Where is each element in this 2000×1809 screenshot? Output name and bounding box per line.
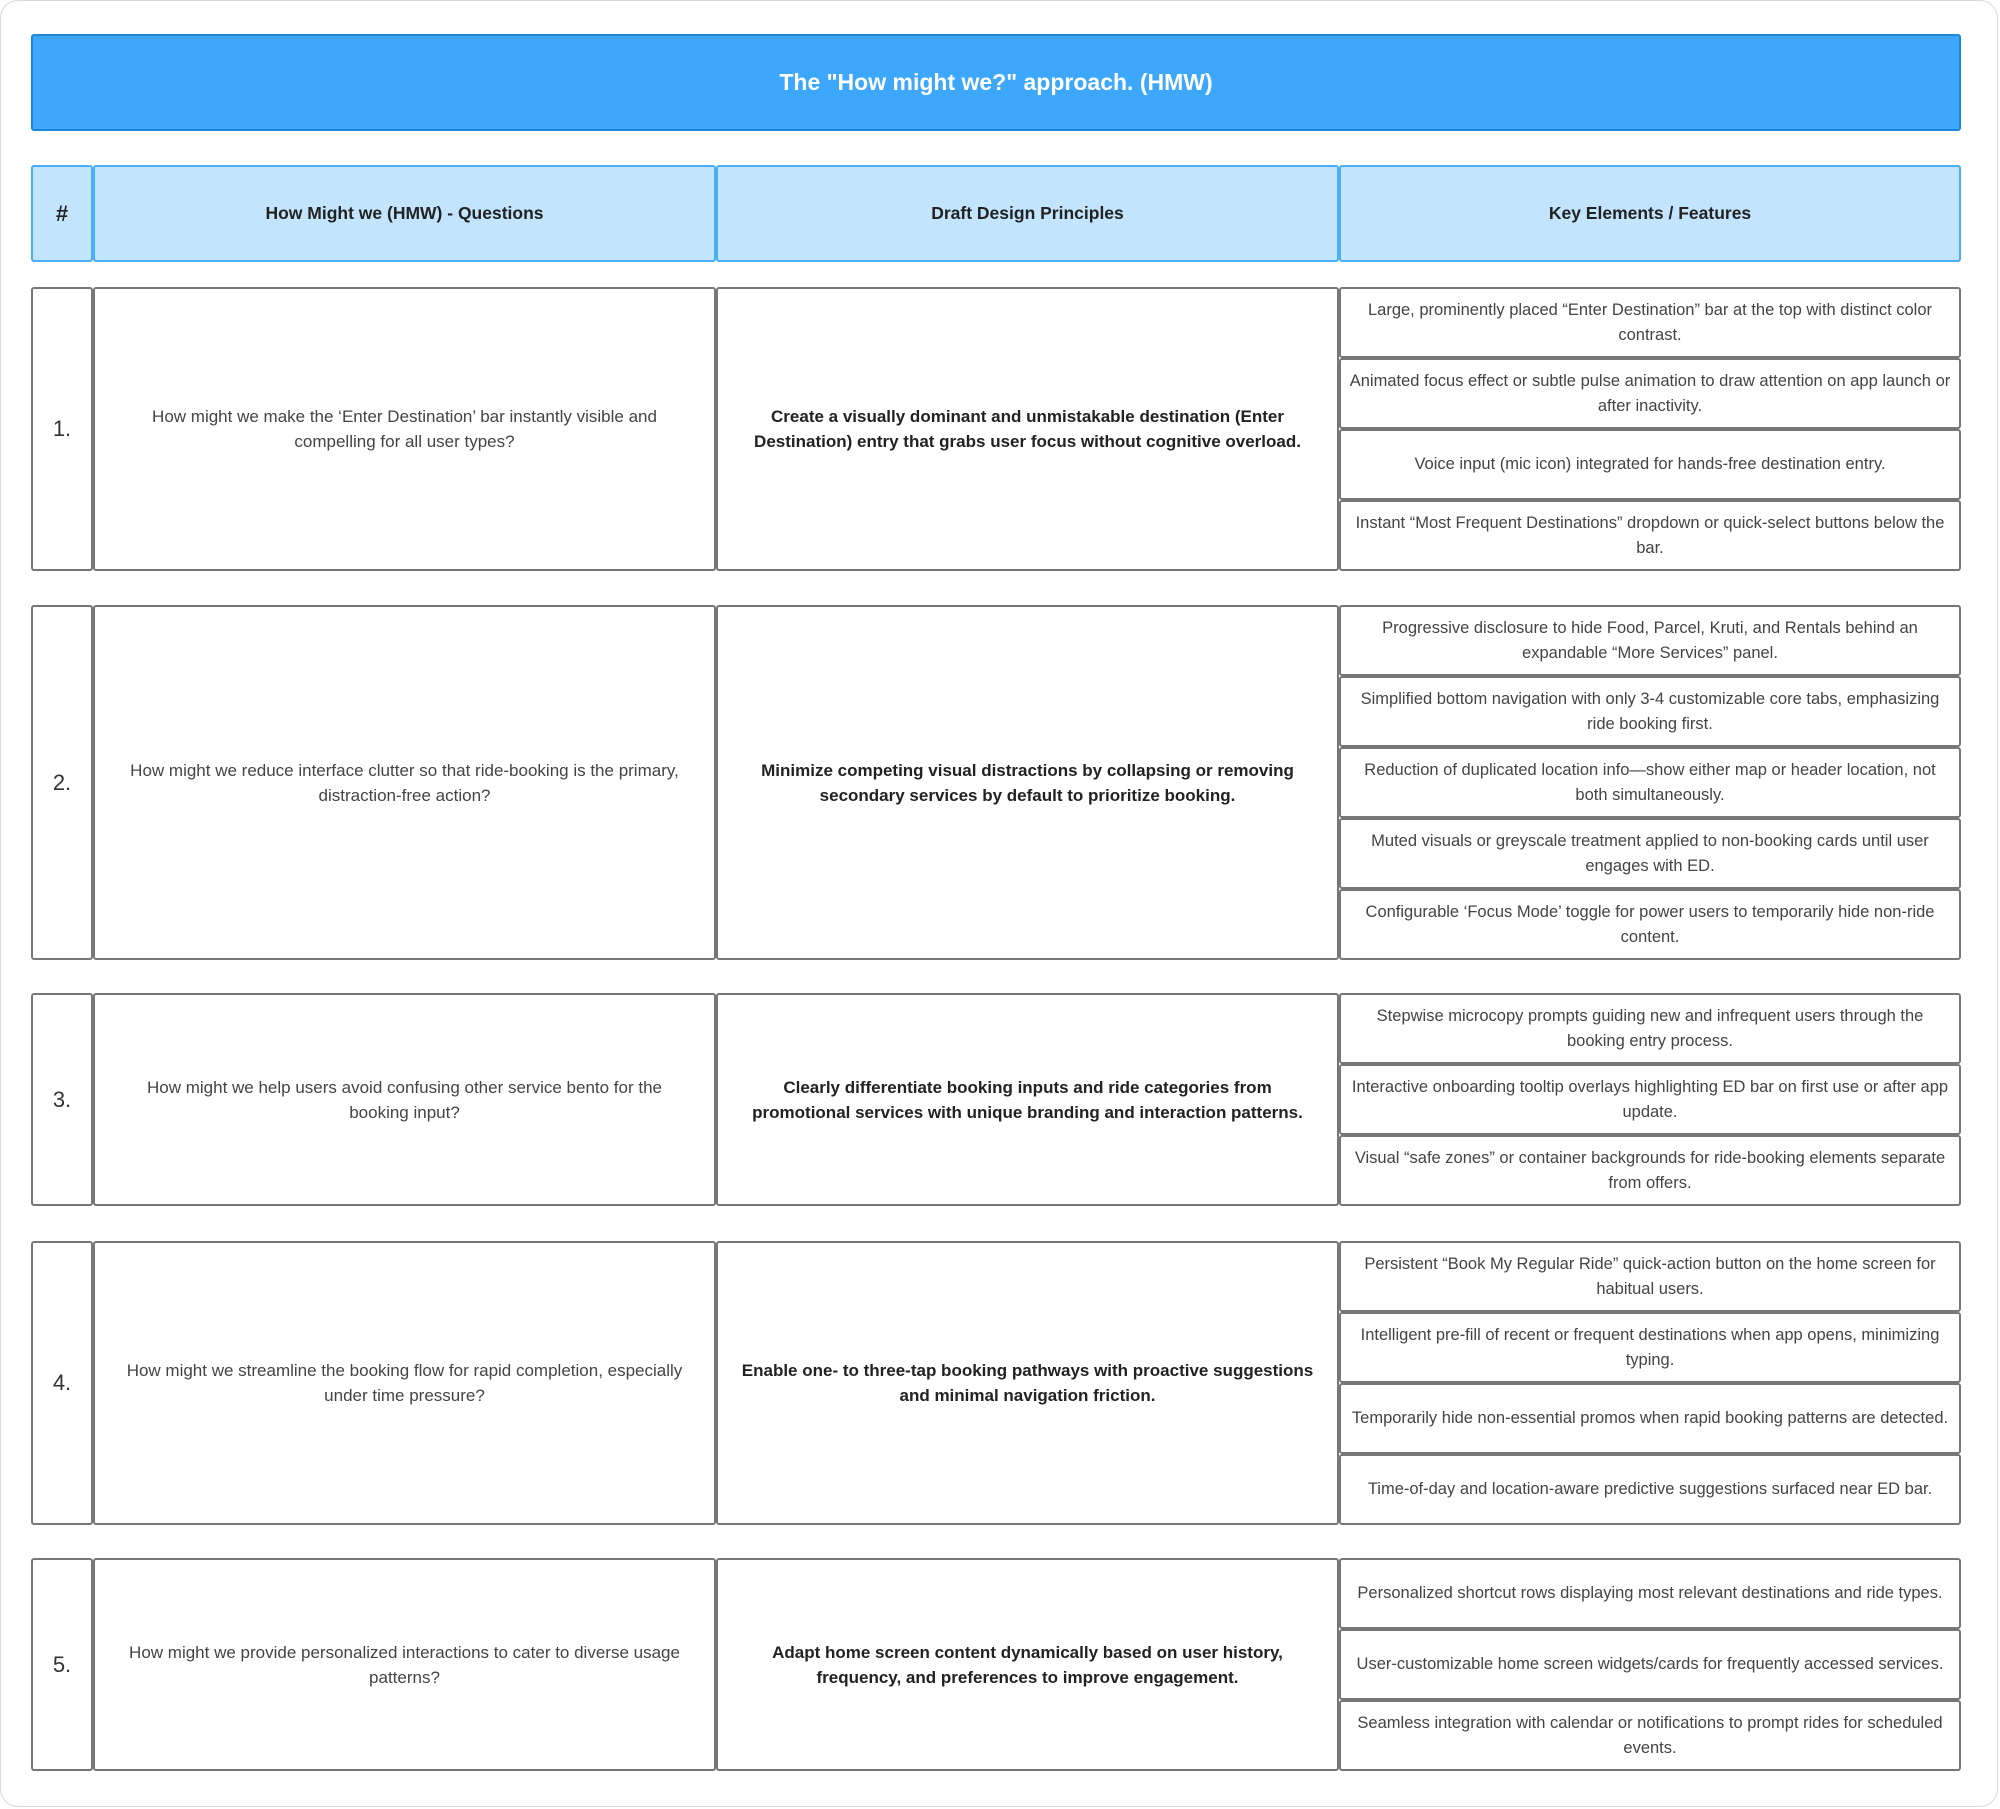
hmw-question: How might we help users avoid confusing other service bento for the booking input? (93, 993, 716, 1206)
design-principle: Enable one- to three-tap booking pathways with proactive suggestions and minimal navigation friction. (716, 1241, 1339, 1525)
feature-item: Interactive onboarding tooltip overlays highlighting ED bar on first use or after app update. (1339, 1064, 1961, 1135)
design-principle: Minimize competing visual distractions by collapsing or removing secondary services by default to prioritize booking. (716, 605, 1339, 960)
feature-item: Visual “safe zones” or container backgrounds for ride-booking elements separate from offers. (1339, 1135, 1961, 1206)
header-questions: How Might we (HMW) - Questions (93, 165, 716, 262)
design-principle: Create a visually dominant and unmistakable destination (Enter Destination) entry that grabs user focus without cognitive overload. (716, 287, 1339, 571)
feature-item: Personalized shortcut rows displaying most relevant destinations and ride types. (1339, 1558, 1961, 1629)
feature-item: User-customizable home screen widgets/cards for frequently accessed services. (1339, 1629, 1961, 1700)
header-number: # (31, 165, 93, 262)
design-principle: Clearly differentiate booking inputs and ride categories from promotional services with unique branding and interaction patterns. (716, 993, 1339, 1206)
feature-item: Voice input (mic icon) integrated for hands-free destination entry. (1339, 429, 1961, 500)
feature-item: Progressive disclosure to hide Food, Parcel, Kruti, and Rentals behind an expandable “More Services” panel. (1339, 605, 1961, 676)
feature-item: Stepwise microcopy prompts guiding new and infrequent users through the booking entry process. (1339, 993, 1961, 1064)
feature-item: Intelligent pre-fill of recent or frequent destinations when app opens, minimizing typing. (1339, 1312, 1961, 1383)
feature-item: Large, prominently placed “Enter Destination” bar at the top with distinct color contrast. (1339, 287, 1961, 358)
feature-item: Reduction of duplicated location info—show either map or header location, not both simultaneously. (1339, 747, 1961, 818)
row-number: 4. (31, 1241, 93, 1525)
row-number: 5. (31, 1558, 93, 1771)
hmw-question: How might we provide personalized interactions to cater to diverse usage patterns? (93, 1558, 716, 1771)
hmw-question: How might we streamline the booking flow for rapid completion, especially under time pressure? (93, 1241, 716, 1525)
feature-item: Simplified bottom navigation with only 3-4 customizable core tabs, emphasizing ride booking first. (1339, 676, 1961, 747)
row-number: 1. (31, 287, 93, 571)
header-principles: Draft Design Principles (716, 165, 1339, 262)
row-number: 2. (31, 605, 93, 960)
row-number: 3. (31, 993, 93, 1206)
feature-item: Temporarily hide non-essential promos when rapid booking patterns are detected. (1339, 1383, 1961, 1454)
feature-item: Time-of-day and location-aware predictive suggestions surfaced near ED bar. (1339, 1454, 1961, 1525)
design-principle: Adapt home screen content dynamically based on user history, frequency, and preferences to improve engagement. (716, 1558, 1339, 1771)
feature-item: Persistent “Book My Regular Ride” quick-action button on the home screen for habitual users. (1339, 1241, 1961, 1312)
feature-item: Animated focus effect or subtle pulse animation to draw attention on app launch or after inactivity. (1339, 358, 1961, 429)
feature-item: Seamless integration with calendar or notifications to prompt rides for scheduled events. (1339, 1700, 1961, 1771)
hmw-question: How might we make the ‘Enter Destination’ bar instantly visible and compelling for all user types? (93, 287, 716, 571)
feature-item: Configurable ‘Focus Mode’ toggle for power users to temporarily hide non-ride content. (1339, 889, 1961, 960)
hmw-question: How might we reduce interface clutter so that ride-booking is the primary, distraction-free action? (93, 605, 716, 960)
header-features: Key Elements / Features (1339, 165, 1961, 262)
feature-item: Instant “Most Frequent Destinations” dropdown or quick-select buttons below the bar. (1339, 500, 1961, 571)
feature-item: Muted visuals or greyscale treatment applied to non-booking cards until user engages with ED. (1339, 818, 1961, 889)
page-title: The "How might we?" approach. (HMW) (31, 34, 1961, 131)
